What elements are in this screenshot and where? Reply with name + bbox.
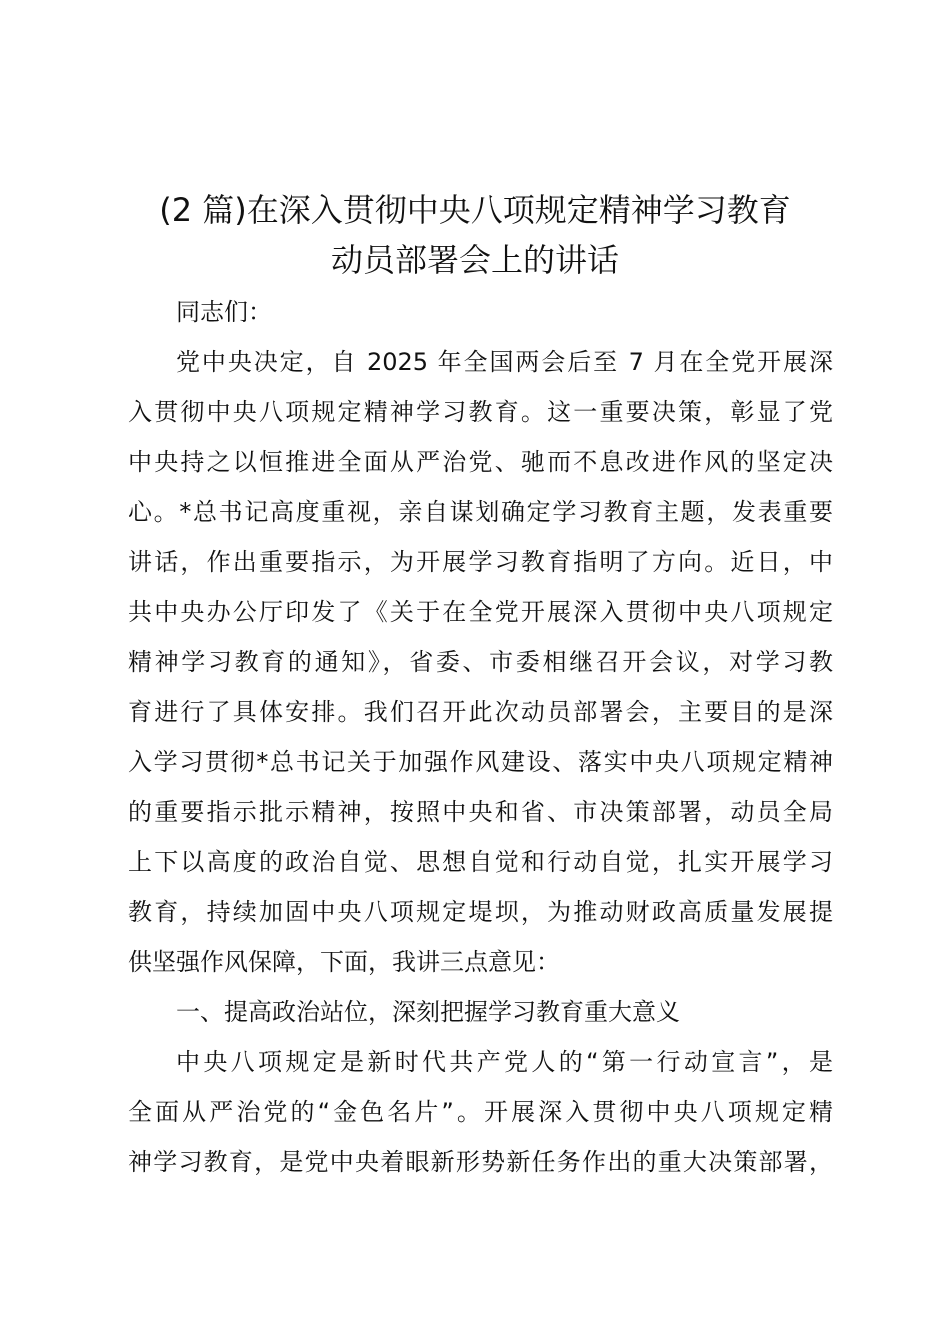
- paragraph-line: 育进行了具体安排。我们召开此次动员部署会，主要目的是深: [128, 698, 833, 726]
- paragraph-line: 共中央办公厅印发了《关于在全党开展深入贯彻中央八项规定: [128, 598, 833, 626]
- paragraph-line: 入学习贯彻*总书记关于加强作风建设、落实中央八项规定精神: [128, 748, 833, 776]
- paragraph-line: 讲话，作出重要指示，为开展学习教育指明了方向。近日，中: [128, 548, 833, 576]
- document-body: [128, 287, 833, 1187]
- paragraph-line: 心。*总书记高度重视，亲自谋划确定学习教育主题，发表重要: [128, 498, 833, 526]
- paragraph-line: 中央八项规定是新时代共产党人的“第一行动宣言”，是: [176, 1048, 833, 1076]
- paragraph-2: [128, 1037, 833, 1187]
- salutation: [128, 287, 833, 337]
- salutation-text: 同志们：: [176, 298, 272, 326]
- paragraph-line: 党中央决定，自 2025 年全国两会后至 7 月在全党开展深: [176, 348, 833, 376]
- paragraph-line: 神学习教育，是党中央着眼新形势新任务作出的重大决策部署，: [128, 1148, 833, 1176]
- document-title: [110, 185, 840, 285]
- paragraph-1: [128, 337, 833, 987]
- title-line-1: (2 篇)在深入贯彻中央八项规定精神学习教育: [159, 191, 791, 229]
- paragraph-line: 供坚强作风保障，下面，我讲三点意见：: [128, 948, 560, 976]
- section-heading-1: [128, 987, 833, 1037]
- paragraph-line: 入贯彻中央八项规定精神学习教育。这一重要决策，彰显了党: [128, 398, 833, 426]
- paragraph-line: 教育，持续加固中央八项规定堤坝，为推动财政高质量发展提: [128, 898, 833, 926]
- paragraph-line: 中央持之以恒推进全面从严治党、驰而不息改进作风的坚定决: [128, 448, 833, 476]
- section-heading-text: 一、提高政治站位，深刻把握学习教育重大意义: [176, 998, 680, 1026]
- paragraph-line: 的重要指示批示精神，按照中央和省、市决策部署，动员全局: [128, 798, 833, 826]
- paragraph-line: 精神学习教育的通知》，省委、市委相继召开会议，对学习教: [128, 648, 833, 676]
- title-line-2: 动员部署会上的讲话: [330, 241, 619, 279]
- paragraph-line: 上下以高度的政治自觉、思想自觉和行动自觉，扎实开展学习: [128, 848, 833, 876]
- paragraph-line: 全面从严治党的“金色名片”。开展深入贯彻中央八项规定精: [128, 1098, 833, 1126]
